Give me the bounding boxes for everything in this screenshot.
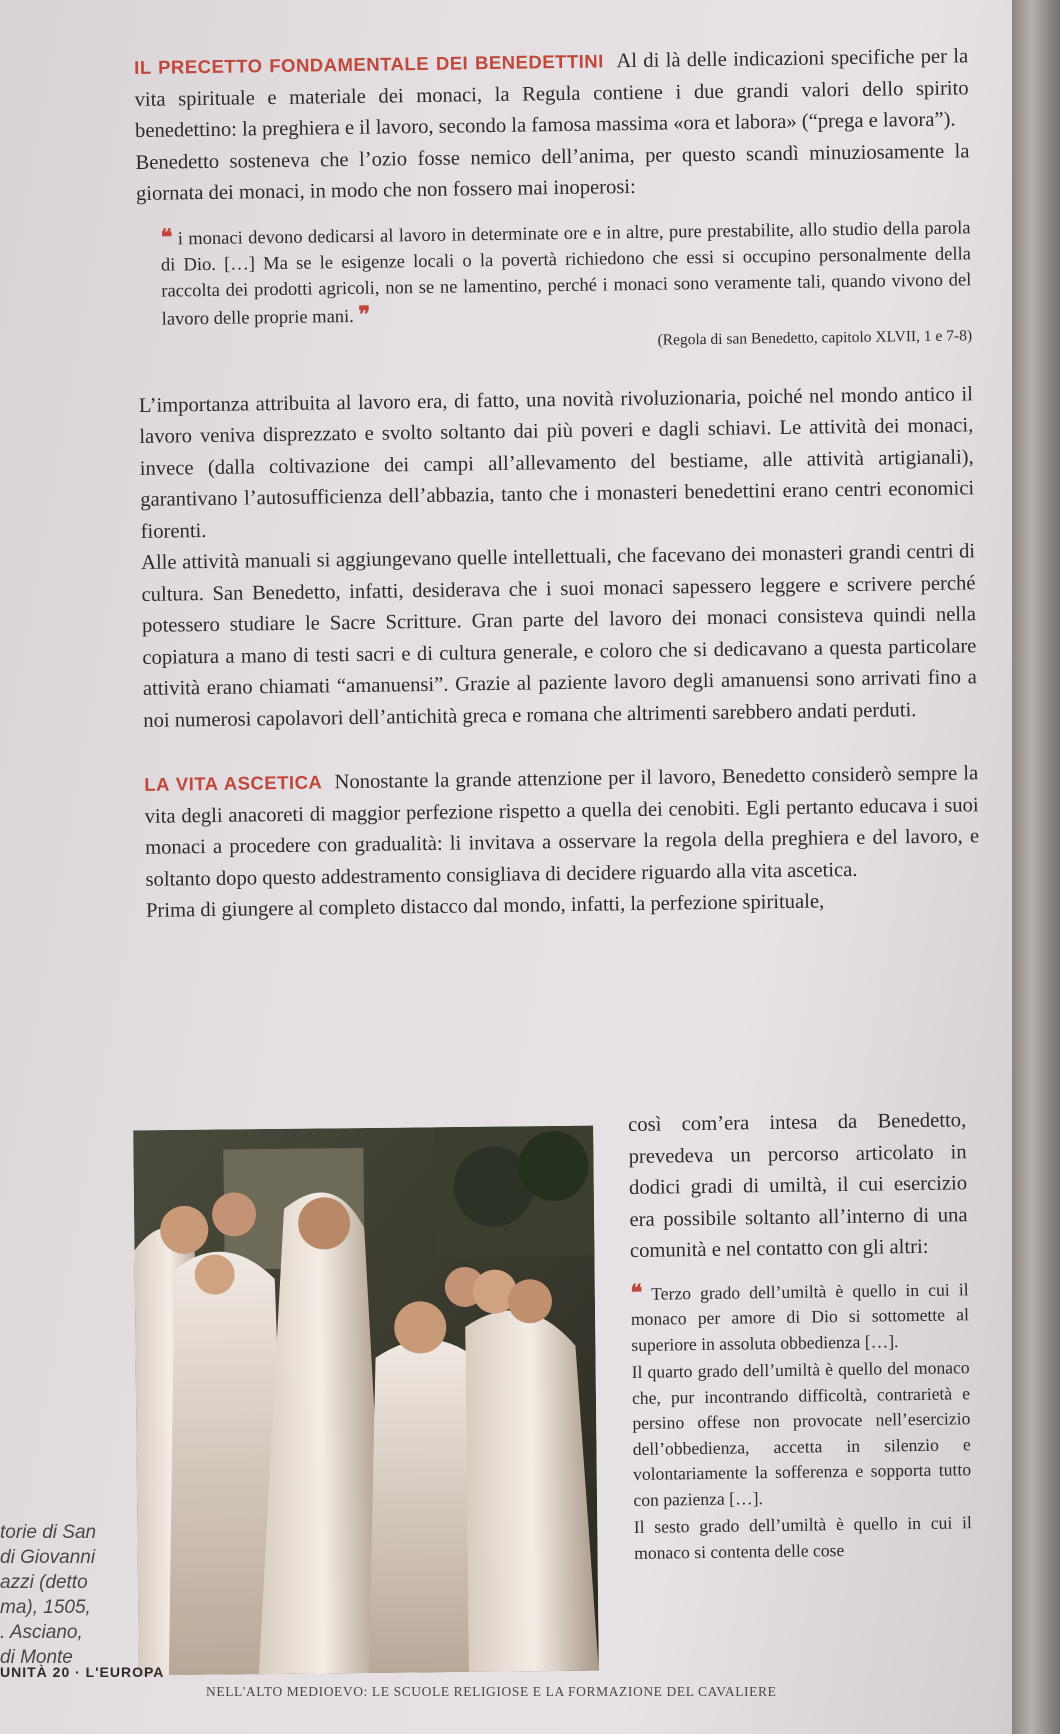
paragraph-6: Prima di giungere al completo distacco dal mondo, infatti, la perfezione spirituale, <box>145 890 825 922</box>
quote-source: (Regola di san Benedetto, capitolo XLVII, 1 e 7-8) <box>657 326 973 349</box>
paragraph-4: Alle attività manuali si aggiungevano quelle intellettuali, che facevano dei monasteri grandi centri di cultura. San Benedetto, infatti, desiderava che i suoi monaci sapessero leggere e scrivere perché potessero studiare le Sacre Scritture. Gran parte del lavoro dei monaci consisteva quindi nella copiatura a mano di testi sacri e di cultura generale, e coloro che si dedicavano a questa particolare attività erano chiamati “amanuensi”. Grazie al paziente lavoro degli amanuensi sono arrivati fino a noi numerosi capolavori dell’antichità greca e romana che altrimenti sarebbero andati perduti. <box>140 540 977 732</box>
side-text <box>628 1105 972 1566</box>
quote-text: i monaci devono dedicarsi al lavoro in determinate ore e in altre, pure prestabilite, allo studio della parola di Dio. […] Ma se le esigenze locali o la povertà richiedono che essi si occupino personalmente della raccolta dei prodotti agricoli, non se ne lamentino, perché i monaci sono veramente tali, quando vivono del lavoro delle proprie mani. <box>160 217 972 330</box>
quote-umilta-sesto: Il sesto grado dell’umiltà è quello in cui il monaco si contenta delle cose <box>633 1512 972 1563</box>
paragraph-5: Nonostante la grande attenzione per il lavoro, Benedetto considerò sempre la vita degli anacoreti di maggior perfezione rispetto a quella dei cenobiti. Egli pertanto educava i suoi monaci a procedere con gradualità: li invitava a osservare la regola della preghiera e del lavoro, e soltanto dopo questo addestramento consigliava di decidere riguardo alla vita ascetica. <box>144 762 980 891</box>
section-precetto <box>134 40 969 147</box>
close-quote-icon: ❞ <box>358 301 371 327</box>
fresco-image <box>133 1126 599 1676</box>
quote-umilta-quarto: Il quarto grado dell’umiltà è quello del monaco che, pur incontrando difficoltà, contrarietà e persino offese non provocate nell’esercizio dell’obbedienza, accetta in silenzio e volontariamente la sofferenza e sopporta tutto con pazienza […]. <box>631 1357 972 1510</box>
paragraph-1: Al di là delle indicazioni specifiche per la vita spirituale e materiale dei monaci, la Regula contiene i due grandi valori dello spirito benedettino: la preghiera e il lavoro, secondo la famosa massima «ora et labora» (“prega e lavora”). <box>134 45 969 142</box>
page-footer: NELL'ALTO MEDIOEVO: LE SCUOLE RELIGIOSE E LA FORMAZIONE DEL CAVALIERE <box>206 1684 777 1699</box>
paragraph-6-continued: così com’era intesa da Benedetto, prevedeva un percorso articolato in dodici gradi di umiltà, il cui esercizio era possibile soltanto all’interno di una comunità e nel contatto con gli altri: <box>628 1109 968 1262</box>
quote-umilta-terzo: ❝ Terzo grado dell’umiltà è quello in cui il monaco per amore di Dio si sottomette al superiore in assoluta obbedienza […]. <box>630 1278 970 1355</box>
figure-caption: torie di San di Giovanni azzi (detto ma), 1505, . Asciano, di Monte <box>0 1522 97 1668</box>
open-quote-icon: ❝ <box>630 1279 643 1305</box>
section-heading-ascetica: LA VITA ASCETICA <box>144 771 323 795</box>
paragraph-3: L’importanza attribuita al lavoro era, di fatto, una novità rivoluzionaria, poiché nel mondo antico il lavoro veniva disprezzato e svolto soltanto dai più poveri e dagli schiavi. Le attività dei monaci, invece (dalla coltivazione dei campi all’allevamento del bestiame, alle attività artigianali), garantivano l’autosufficienza dell’abbazia, tanto che i monasteri benedettini erano centri economici fiorenti. <box>138 382 975 543</box>
unit-label: UNITÀ 20 · L'EUROPA <box>0 1664 165 1680</box>
main-text <box>134 40 980 927</box>
section-heading-precetto: IL PRECETTO FONDAMENTALE DEI BENEDETTINI <box>134 50 604 78</box>
quote-regola <box>160 213 971 332</box>
book-spine <box>1012 0 1060 1734</box>
section-vita-ascetica <box>144 757 980 896</box>
paragraph-2: Benedetto sosteneva che l’ozio fosse nemico dell’anima, per questo scandì minuziosamente la giornata dei monaci, in modo che non fossero mai inoperosi: <box>135 139 970 205</box>
open-quote-icon: ❝ <box>160 223 173 250</box>
